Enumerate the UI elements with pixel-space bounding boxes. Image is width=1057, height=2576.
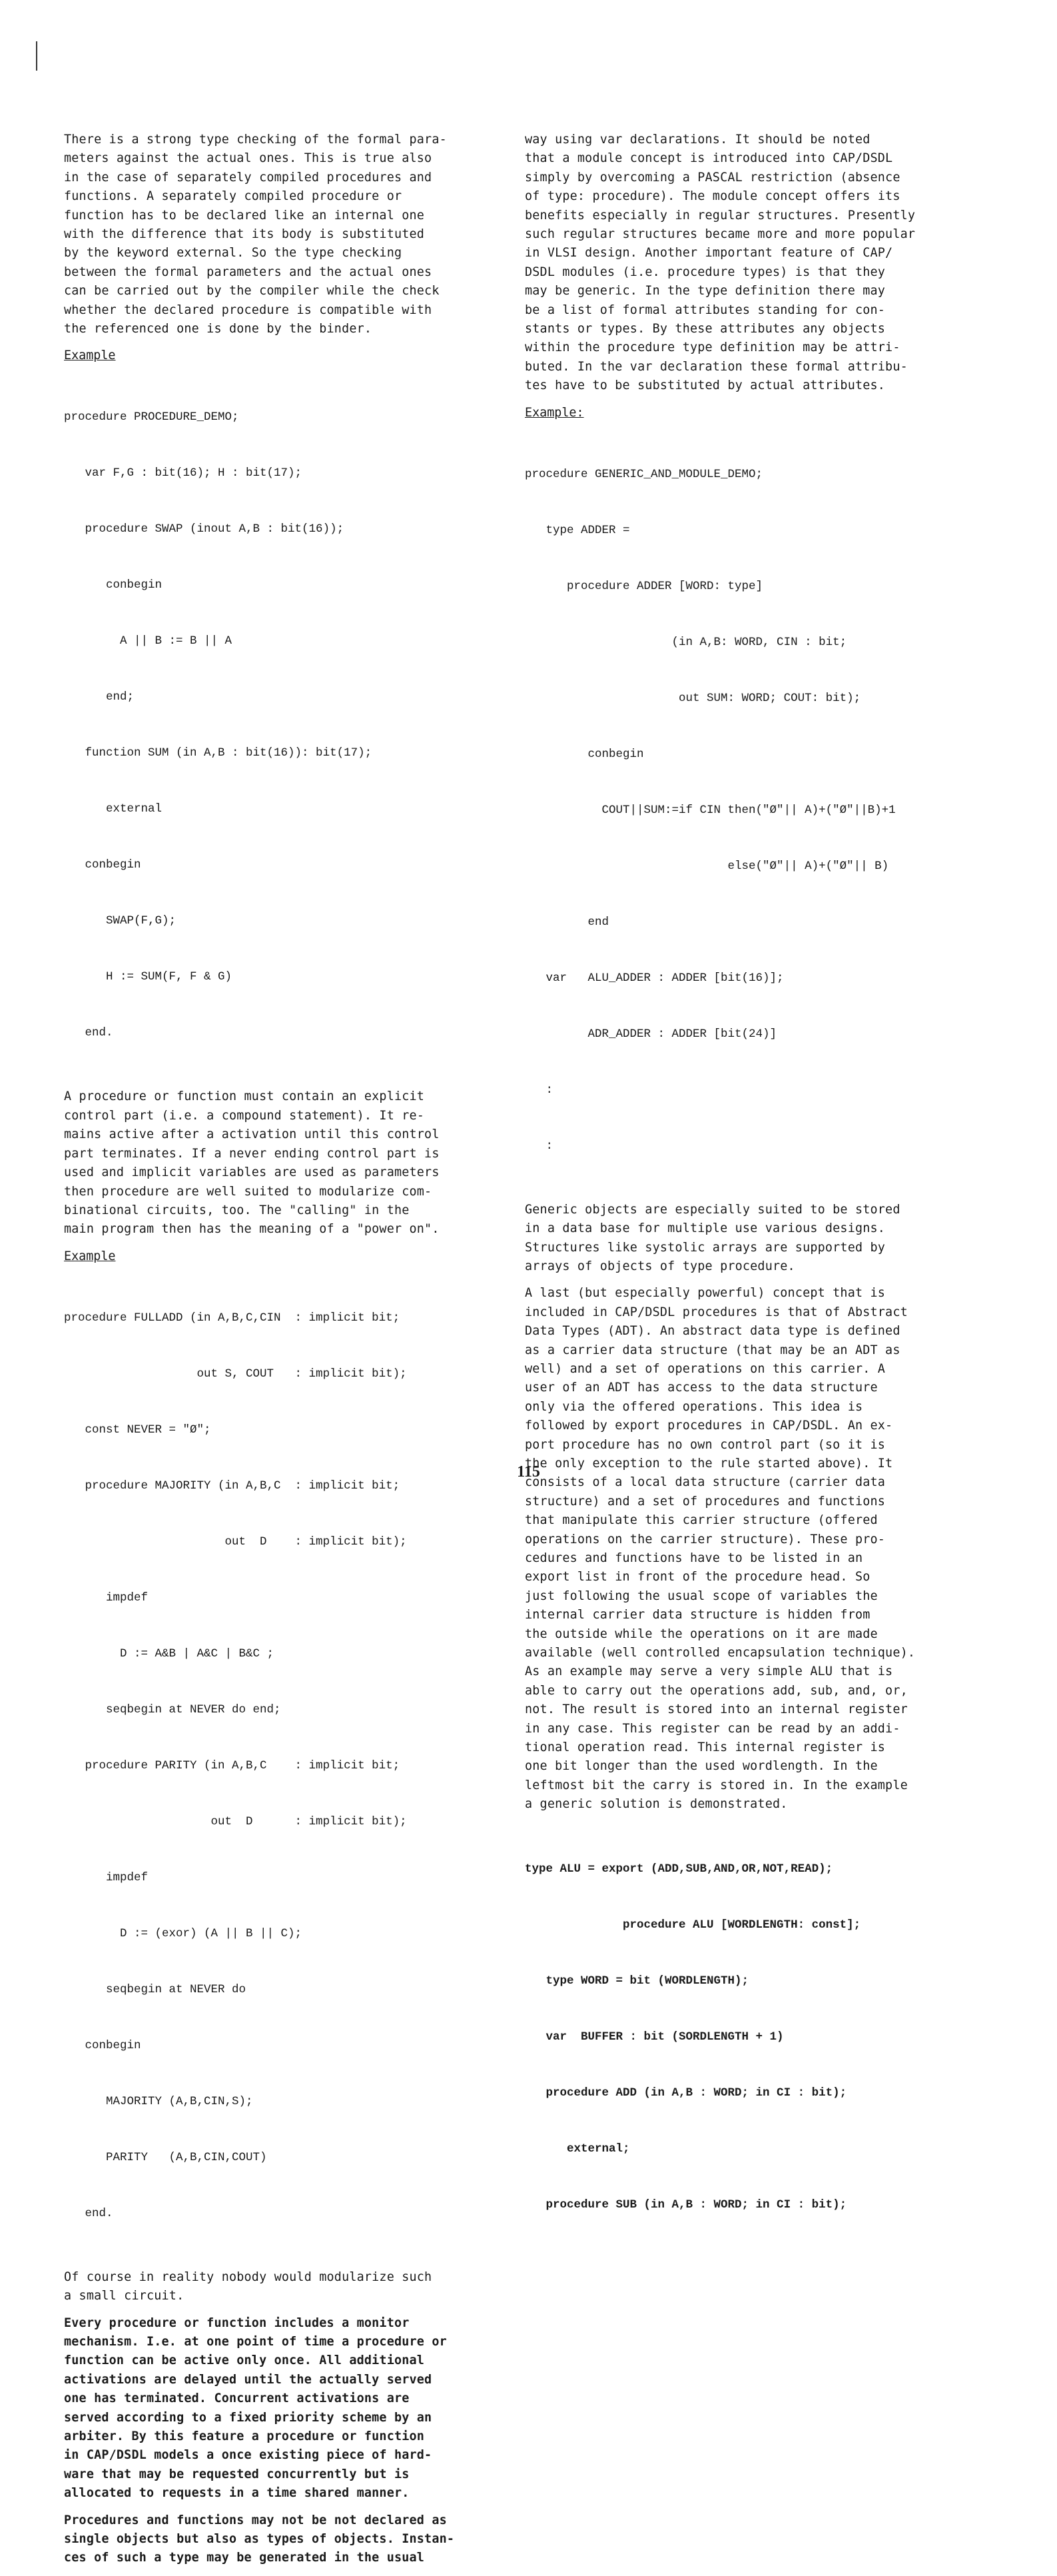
code-line: procedure ALU [WORDLENGTH: const]; (525, 1918, 861, 1932)
code-line: conbegin (64, 2038, 141, 2052)
code-line: var F,G : bit(16); H : bit(17); (64, 466, 302, 480)
code-line: COUT||SUM:=if CIN then("Ø"|| A)+("Ø"||B)+1 (525, 803, 896, 817)
code-line: PARITY (A,B,CIN,COUT) (64, 2150, 267, 2164)
code-line: seqbegin at NEVER do end; (64, 1702, 281, 1716)
example-heading: Example (64, 1249, 116, 1263)
code-line: end. (64, 2206, 113, 2220)
code-line: type ADDER = (525, 523, 630, 537)
code-line: end. (64, 1026, 113, 1040)
alu-code (525, 1822, 958, 2252)
code-line: else("Ø"|| A)+("Ø"|| B) (525, 859, 889, 873)
code-line: A || B := B || A (64, 634, 232, 648)
code-line: impdef (64, 1870, 149, 1884)
code-line: var ALU_ADDER : ADDER [bit(16)]; (525, 971, 784, 985)
code-line: function SUM (in A,B : bit(16)): bit(17); (64, 746, 372, 760)
code-line: type WORD = bit (WORDLENGTH); (525, 1974, 749, 1988)
code-line: H := SUM(F, F & G) (64, 970, 232, 984)
code-line: external; (525, 2142, 630, 2156)
code-line: D := A&B | A&C | B&C ; (64, 1646, 274, 1660)
generic-objects-paragraph: Generic objects are especially suited to be stored in a data base for multiple use various designs. Structures like systolic arrays are supported by arrays of objects of type procedure. (525, 1202, 900, 1273)
modularize-paragraph: Of course in reality nobody would modularize such a small circuit. (64, 2269, 432, 2303)
module-concept-paragraph: way using var declarations. It should be noted that a module concept is introduced into CAP/DSDL simply by overcoming a PASCAL restriction (absence of type: procedure). The module concept offers its benefits especially in regular structures. Presently such regular structures became more and more popular in VLSI design. Another important feature of CAP/ DSDL modules (i.e. procedure types) is that they may be generic. In the type definition there may be a list of formal attributes standing for con- stants or types. By these attributes any objects within the procedure type definition may be attri- buted. In the var declaration these formal attribu- tes have to be substituted by actual attributes. (525, 133, 916, 393)
code-line: procedure GENERIC_AND_MODULE_DEMO; (525, 467, 763, 481)
code-line: procedure SUB (in A,B : WORD; in CI : bit); (525, 2198, 847, 2212)
code-line: end; (64, 690, 135, 704)
page-number: 115 (517, 1463, 540, 1481)
left-column (64, 131, 490, 2576)
code-line: seqbegin at NEVER do (64, 1982, 246, 1996)
code-line: : (525, 1083, 553, 1097)
code-line: conbegin (64, 578, 163, 592)
code-line: procedure SWAP (inout A,B : bit(16)); (64, 522, 344, 536)
margin-mark (36, 41, 37, 71)
code-line: procedure PARITY (in A,B,C : implicit bit; (64, 1758, 400, 1772)
procedure-types-paragraph: Procedures and functions may not be not declared as single objects but also as types of objects. Instan- ces of such a type may be generated in the usual (64, 2513, 455, 2565)
right-column (525, 131, 958, 2259)
fulladd-code (64, 1271, 490, 2260)
code-line: type ALU = export (ADD,SUB,AND,OR,NOT,READ); (525, 1862, 833, 1876)
code-line: out D : implicit bit); (64, 1814, 407, 1828)
code-line: procedure PROCEDURE_DEMO; (64, 410, 239, 424)
code-line: (in A,B: WORD, CIN : bit; (525, 635, 847, 649)
abstract-data-types-paragraph: A last (but especially powerful) concept that is included in CAP/DSDL procedures is that of Abstract Data Types (ADT). An abstract data type is defined as a carrier data structure (that may be an ADT as well) and a set of operations on this carrier. A user of an ADT has access to the data structure only via the offered operations. This idea is followed by export procedures in CAP/DSDL. An ex- port procedure has no own control part (so it is the only exception to the rule started above). It consists of a local data structure (carrier data structure) and a set of procedures and functions that manipulate this carrier structure (offered operations on the carrier structure). These pro- cedures and functions have to be listed in an export list in front of the procedure head. So just following the usual scope of variables the internal carrier data structure is hidden from the outside while the operations on it are made available (well controlled encapsulation technique). As an example may serve a very simple ALU that is able to carry out the operations add, sub, and, or, not. The result is stored into an internal register in any case. This register can be read by an addi- tional operation read. This internal register is one bit longer than the used wordlength. In the leftmost bit the carry is stored in. In the example a generic solution is demonstrated. (525, 1286, 916, 1812)
code-line: impdef (64, 1591, 149, 1605)
code-line: SWAP(F,G); (64, 914, 176, 928)
code-line: conbegin (64, 858, 141, 872)
monitor-mechanism-paragraph: Every procedure or function includes a monitor mechanism. I.e. at one point of time a procedure or function can be active only once. All additional activations are delayed until the actually served one has terminated. Concurrent activations are served according to a fixed priority scheme by an arbiter. By this feature a procedure or function in CAP/DSDL models a once existing piece of hard- ware that may be requested concurrently but is allocated to requests in a time shared manner. (64, 2315, 447, 2501)
code-line: D := (exor) (A || B || C); (64, 1926, 302, 1940)
code-line: out D : implicit bit); (64, 1535, 407, 1549)
example-heading: Example: (525, 405, 584, 420)
code-line: MAJORITY (A,B,CIN,S); (64, 2094, 253, 2108)
code-line: conbegin (525, 747, 644, 761)
code-line: out SUM: WORD; COUT: bit); (525, 691, 861, 705)
procedure-demo-code (64, 370, 490, 1079)
code-line: const NEVER = "Ø"; (64, 1423, 211, 1437)
code-line: end (525, 915, 609, 929)
code-line: var BUFFER : bit (SORDLENGTH + 1) (525, 2030, 784, 2044)
code-line: procedure ADDER [WORD: type] (525, 579, 763, 593)
example-heading: Example (64, 348, 116, 363)
code-line: procedure ADD (in A,B : WORD; in CI : bit); (525, 2086, 847, 2100)
code-line: ADR_ADDER : ADDER [bit(24)] (525, 1027, 777, 1041)
code-line: external (64, 802, 163, 816)
code-line: procedure FULLADD (in A,B,C,CIN : implicit bit; (64, 1311, 400, 1325)
code-line: : (525, 1139, 553, 1153)
code-line: procedure MAJORITY (in A,B,C : implicit bit; (64, 1479, 400, 1493)
type-checking-paragraph: There is a strong type checking of the formal para- meters against the actual ones. This is true also in the case of separately compiled procedures and functions. A separately compiled procedure or function has to be declared like an internal one with the difference that its body is substituted by the keyword external. So the type checking between the formal parameters and the actual ones can be carried out by the compiler while the check whether the declared procedure is compatible with the referenced one is done by the binder. (64, 133, 447, 336)
generic-module-demo-code (525, 428, 958, 1193)
control-part-paragraph: A procedure or function must contain an explicit control part (i.e. a compound statement). It re- mains active after a activation until this control part terminates. If a never ending control part is used and implicit variables are used as parameters then procedure are well suited to modularize com- binational circuits, too. The "calling" in the main program then has the meaning of a "power on". (64, 1089, 440, 1237)
code-line: out S, COUT : implicit bit); (64, 1367, 407, 1381)
